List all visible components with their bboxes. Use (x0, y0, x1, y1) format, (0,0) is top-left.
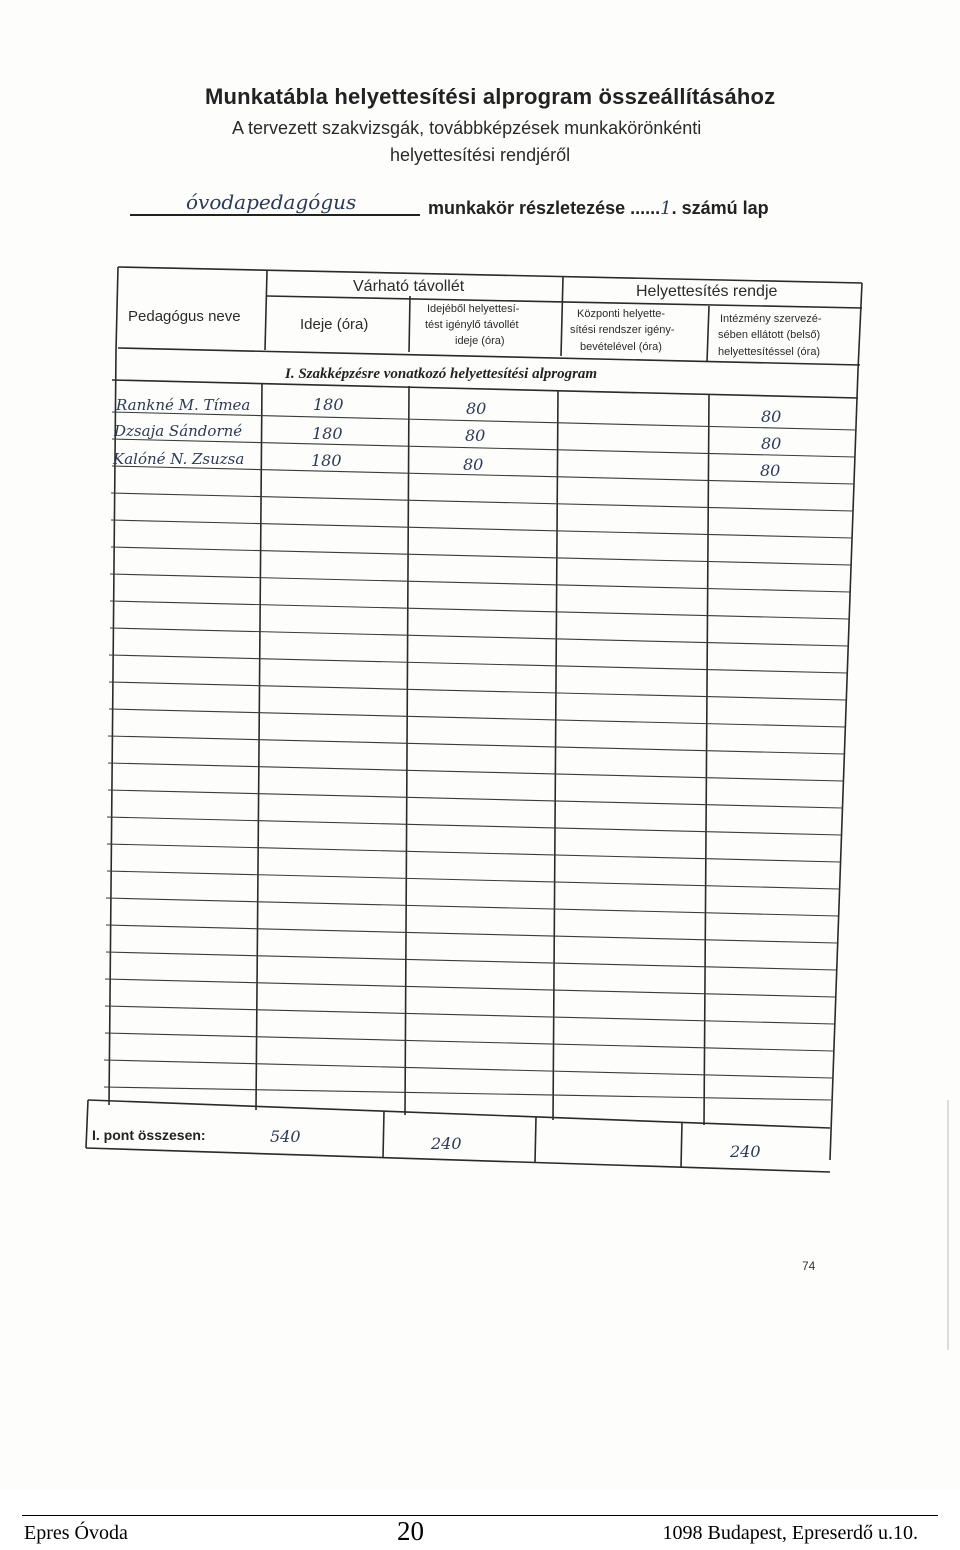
sheet-number: 1 (660, 198, 672, 219)
page-footer (22, 1515, 938, 1546)
header-duration: Ideje (óra) (300, 316, 369, 333)
footer-center: 20 (397, 1516, 424, 1546)
role-suffix-text: munkakör részletezése ...... (428, 198, 661, 218)
role-handwritten: óvodapedagógus (186, 190, 357, 214)
total-label: I. pont összesen: (92, 1127, 206, 1143)
ruled-rows (104, 412, 856, 1100)
form-subtitle-line2: helyettesítési rendjéről (390, 145, 571, 165)
header-internal-l2: sében ellátott (belső) (718, 329, 821, 341)
header-central-l1: Központi helyette- (577, 308, 666, 320)
total-need: 240 (431, 1134, 462, 1153)
footer-right: 1098 Budapest, Epreserdő u.10. (662, 1522, 918, 1544)
section-title: I. Szakképzésre vonatkozó helyettesítési alprogram (285, 366, 598, 382)
page-number: 74 (802, 1259, 816, 1273)
header-central-l2: sítési rendszer igény- (570, 324, 675, 336)
row3-internal: 80 (760, 461, 781, 480)
form-subtitle-line1: A tervezett szakvizsgák, továbbképzések munkakörönkénti (232, 118, 702, 138)
row1-name: Rankné M. Tímea (116, 396, 251, 414)
header-name: Pedagógus neve (128, 308, 241, 325)
row3-name: Kalóné N. Zsuzsa (113, 450, 245, 468)
header-need-l2: tést igénylő távollét (425, 319, 519, 331)
row1-need: 80 (466, 399, 487, 418)
header-need-l3: ideje (óra) (455, 335, 505, 347)
row3-need: 80 (463, 455, 484, 474)
sheet-suffix: . számú lap (671, 198, 769, 218)
row2-name: Dzsaja Sándorné (114, 422, 243, 440)
form-title: Munkatábla helyettesítési alprogram összeállításához (205, 84, 776, 109)
header-substitution-group: Helyettesítés rendje (636, 283, 778, 300)
row2-duration: 180 (312, 424, 343, 443)
header-need-l1: Idejéből helyettesí- (427, 303, 520, 315)
footer-left: Epres Óvoda (24, 1522, 128, 1544)
row1-duration: 180 (313, 395, 344, 414)
header-central-l3: bevételével (óra) (580, 341, 662, 353)
header-internal-l3: helyettesítéssel (óra) (718, 346, 821, 358)
total-internal: 240 (730, 1142, 761, 1161)
row3-duration: 180 (311, 451, 342, 470)
row1-internal: 80 (761, 407, 782, 426)
total-duration: 540 (270, 1127, 301, 1146)
row2-need: 80 (465, 426, 486, 445)
header-internal-l1: Intézmény szervezé- (720, 313, 822, 325)
header-absence-group: Várható távollét (353, 278, 465, 295)
row2-internal: 80 (761, 434, 782, 453)
